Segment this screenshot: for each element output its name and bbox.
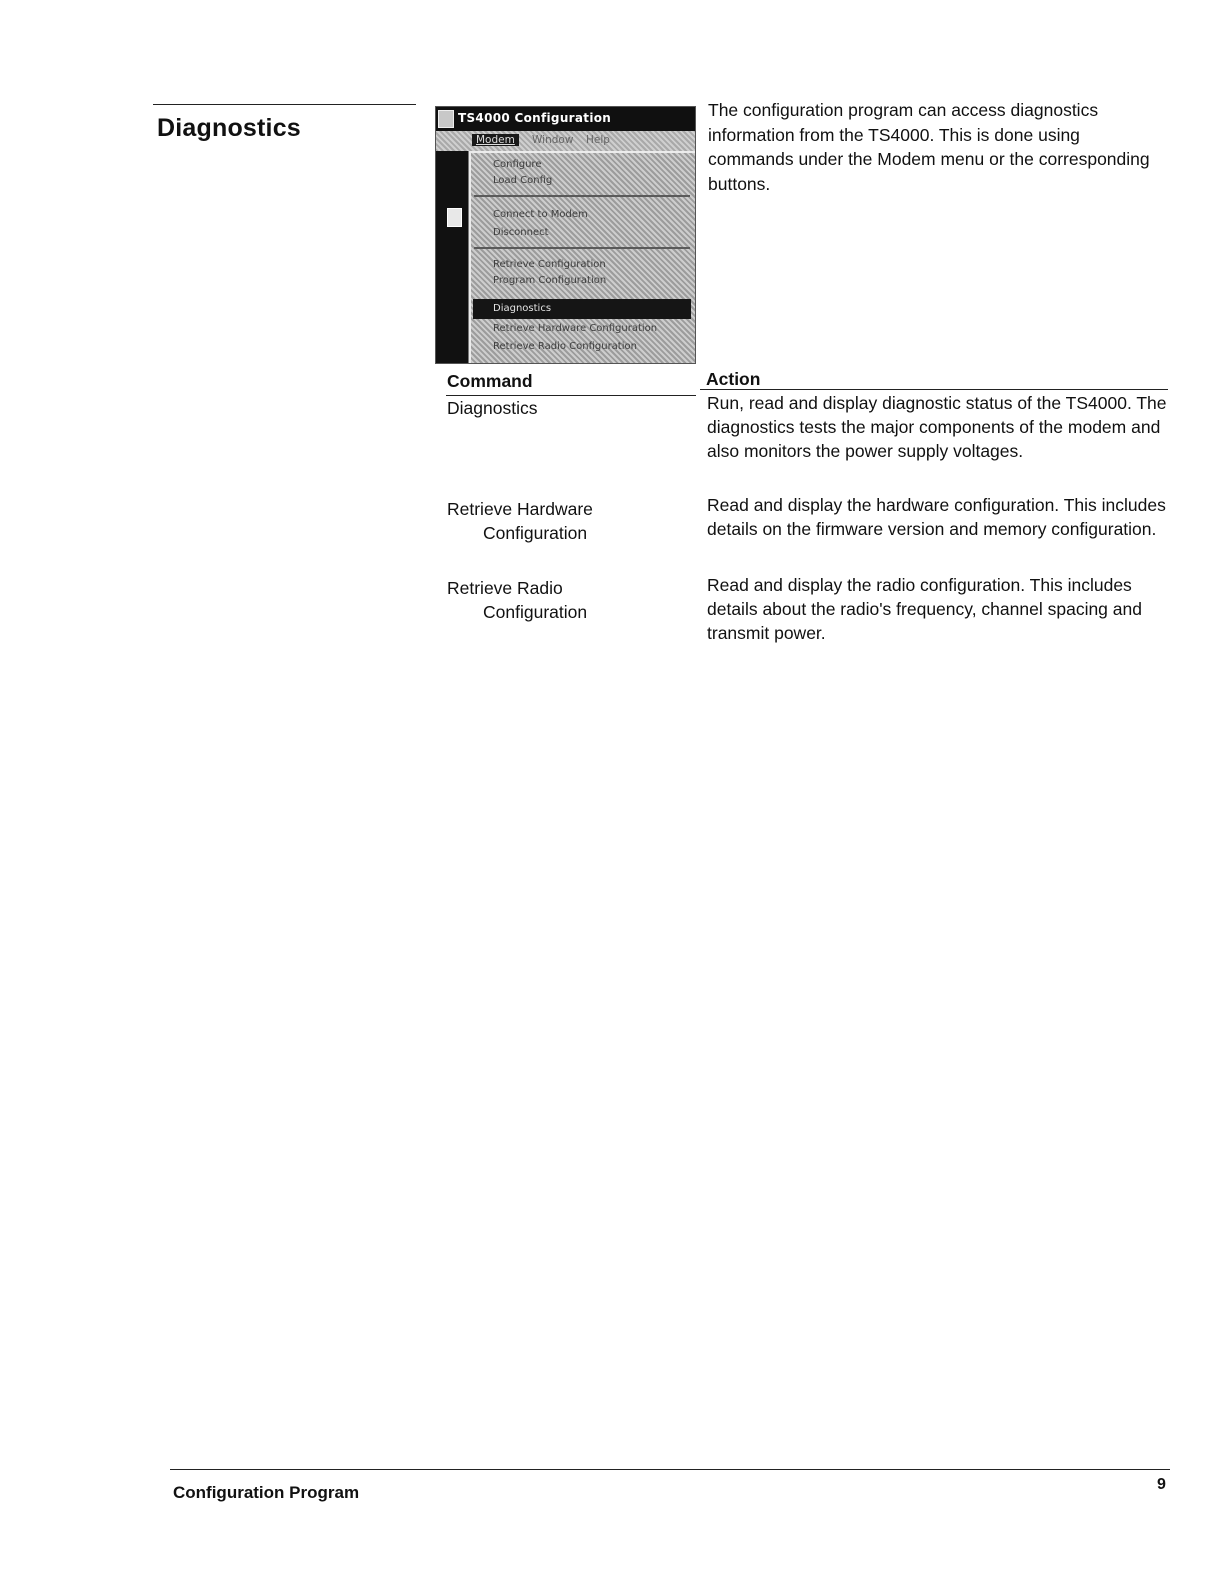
toolbar-strip [436,151,468,363]
intro-paragraph: The configuration program can access diagnostics information from the TS4000. This is done using commands under the Modem menu or the corresponding buttons. [708,100,1150,194]
footer-section-name: Configuration Program [173,1483,360,1502]
action-header-rule [700,389,1168,390]
command-diagnostics [447,396,537,420]
command-label: Diagnostics [447,398,538,418]
menu-item-retrieve-radio: Retrieve Radio Configuration [493,341,637,352]
command-label: Retrieve Hardware [447,499,593,519]
menu-separator [474,247,690,249]
document-icon [447,208,462,227]
window-titlebar [436,107,695,131]
menu-item-load-config: Load Config [493,175,553,186]
system-menu-icon [438,110,454,128]
menu-help: Help [586,134,610,146]
menu-item-configure: Configure [493,159,542,170]
application-screenshot [435,106,696,364]
action-column-header: Action [706,369,761,389]
footer-rule [170,1469,1170,1470]
section-title: Diagnostics [157,114,301,142]
section-rule [153,104,416,105]
modem-dropdown-menu [469,151,696,364]
menu-item-connect: Connect to Modem [493,209,588,220]
menu-item-retrieve-configuration: Retrieve Configuration [493,259,606,270]
command-retrieve-radio [447,576,587,624]
menu-item-disconnect: Disconnect [493,227,549,238]
menu-modem: Modem [472,134,519,146]
command-retrieve-hardware [447,497,593,545]
menu-window: Window [532,134,574,146]
command-column-header: Command [447,371,533,391]
action-retrieve-hardware: Read and display the hardware configuration. This includes details on the firmware version and memory configuration. [707,495,1166,539]
command-label-continued: Configuration [483,602,588,622]
menu-item-retrieve-hardware: Retrieve Hardware Configuration [493,323,658,334]
menu-separator [474,195,690,197]
command-label-continued: Configuration [483,523,588,543]
command-label: Retrieve Radio [447,578,563,598]
menu-bar [436,131,695,151]
menu-item-program-configuration: Program Configuration [493,275,607,286]
action-diagnostics: Run, read and display diagnostic status of the TS4000. The diagnostics tests the major components of the modem and also monitors the power supply voltages. [707,393,1167,461]
menu-item-diagnostics: Diagnostics [493,303,552,314]
action-retrieve-radio: Read and display the radio configuration. This includes details about the radio's frequency, channel spacing and transmit power. [707,575,1142,643]
page-number: 9 [1157,1476,1166,1493]
window-title: TS4000 Configuration [458,111,612,125]
